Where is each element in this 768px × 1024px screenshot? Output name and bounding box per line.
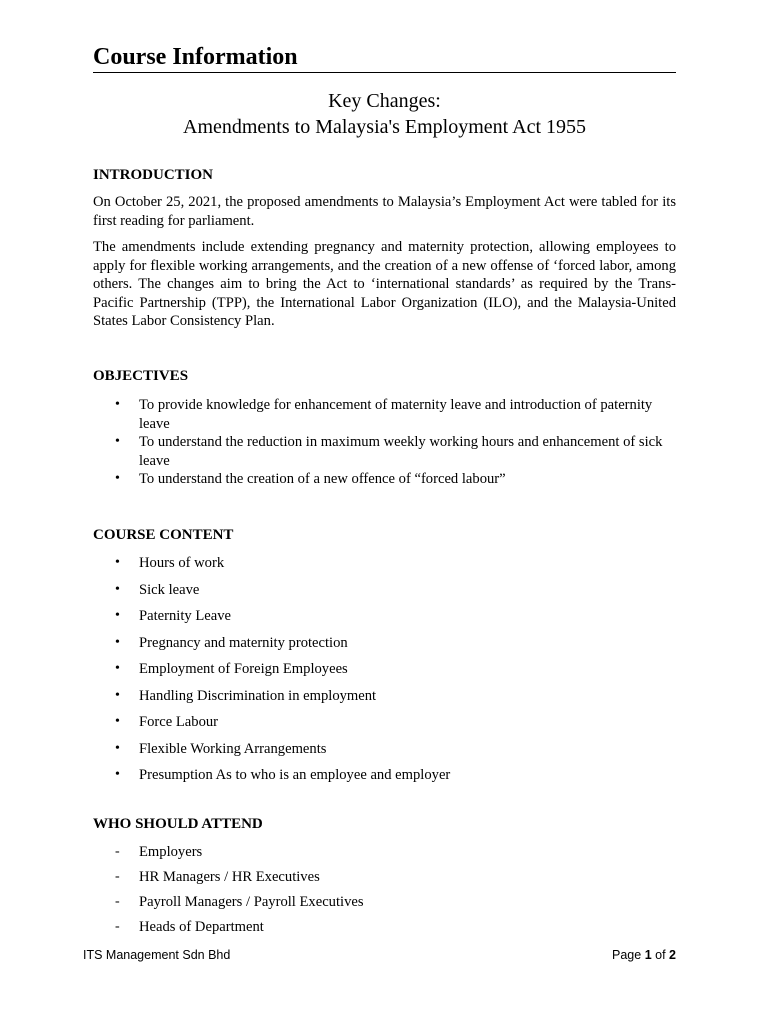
list-item xyxy=(93,868,676,887)
dash-marker: - xyxy=(115,844,120,859)
page-current: 1 xyxy=(644,948,652,962)
who-should-attend-list xyxy=(93,843,676,937)
dash-marker: - xyxy=(115,869,120,884)
course-content-text: Employment of Foreign Employees xyxy=(139,661,348,677)
list-item xyxy=(93,607,676,626)
bullet-icon: • xyxy=(115,471,120,486)
header-divider xyxy=(93,72,676,73)
introduction-heading: INTRODUCTION xyxy=(93,167,214,183)
list-item xyxy=(93,470,676,489)
list-item xyxy=(93,843,676,862)
course-content-text: Sick leave xyxy=(139,581,200,598)
list-item xyxy=(93,634,676,653)
course-content-heading: COURSE CONTENT xyxy=(93,527,234,543)
course-content-list xyxy=(93,554,676,785)
course-content-text: Handling Discrimination in employment xyxy=(139,687,377,704)
objective-text: To understand the creation of a new offence of “forced labour” xyxy=(139,471,506,487)
bullet-icon: • xyxy=(115,767,120,782)
document-title xyxy=(93,88,676,140)
list-item xyxy=(93,893,676,912)
course-content-text: Flexible Working Arrangements xyxy=(139,740,327,757)
page-total: 2 xyxy=(669,948,676,962)
dash-marker: - xyxy=(115,894,120,909)
who-should-attend-heading: WHO SHOULD ATTEND xyxy=(93,816,263,832)
objective-text: To understand the reduction in maximum weekly working hours and enhancement of sick leave xyxy=(139,434,663,469)
bullet-icon: • xyxy=(115,634,120,650)
page-number xyxy=(612,946,676,964)
list-item xyxy=(93,660,676,679)
list-item xyxy=(93,433,676,470)
bullet-icon: • xyxy=(115,714,120,729)
bullet-icon: • xyxy=(115,608,120,623)
bullet-icon: • xyxy=(115,687,120,703)
attendee-text: Payroll Managers / Payroll Executives xyxy=(139,894,364,910)
dash-marker: - xyxy=(115,919,120,934)
list-item xyxy=(93,396,676,433)
course-content-text: Pregnancy and maternity protection xyxy=(139,634,348,651)
list-item xyxy=(93,918,676,937)
page-title: Course Information xyxy=(93,44,298,70)
list-item xyxy=(93,554,676,573)
attendee-text: Employers xyxy=(139,844,203,860)
bullet-icon: • xyxy=(115,434,120,449)
footer-company: ITS Management Sdn Bhd xyxy=(83,948,231,962)
objectives-heading: OBJECTIVES xyxy=(93,368,189,384)
page-label: Page xyxy=(612,948,642,962)
attendee-text: Heads of Department xyxy=(139,919,264,935)
bullet-icon: • xyxy=(115,661,120,676)
document-title-line2: Amendments to Malaysia's Employment Act 1955 xyxy=(183,116,586,138)
bullet-icon: • xyxy=(115,555,120,570)
bullet-icon: • xyxy=(115,740,120,756)
introduction-paragraph-1: On October 25, 2021, the proposed amendments to Malaysia’s Employment Act were tabled for its first reading for parliament. xyxy=(93,194,676,229)
attendee-text: HR Managers / HR Executives xyxy=(139,869,320,885)
document-title-line1: Key Changes: xyxy=(328,90,441,112)
list-item xyxy=(93,687,676,706)
objective-text: To provide knowledge for enhancement of maternity leave and introduction of paternity leave xyxy=(139,397,653,432)
bullet-icon: • xyxy=(115,581,120,597)
list-item xyxy=(93,713,676,732)
course-content-text: Presumption As to who is an employee and employer xyxy=(139,767,451,783)
list-item xyxy=(93,740,676,759)
course-content-text: Paternity Leave xyxy=(139,608,231,624)
bullet-icon: • xyxy=(115,397,120,412)
page-of: of xyxy=(655,948,666,962)
course-content-text: Force Labour xyxy=(139,714,219,730)
objectives-list xyxy=(93,396,676,489)
list-item xyxy=(93,581,676,600)
list-item xyxy=(93,766,676,785)
introduction-paragraph-2: The amendments include extending pregnancy and maternity protection, allowing employees to apply for flexible working arrangements, and the creation of a new offense of ‘forced labor, among others. The changes aim to bring the Act to ‘international standards’ as required by the Trans-Pacific Partnership (TPP), the International Labor Organization (ILO), and the Malaysia-United States Labor Consistency Plan. xyxy=(93,239,676,329)
course-content-text: Hours of work xyxy=(139,555,225,571)
